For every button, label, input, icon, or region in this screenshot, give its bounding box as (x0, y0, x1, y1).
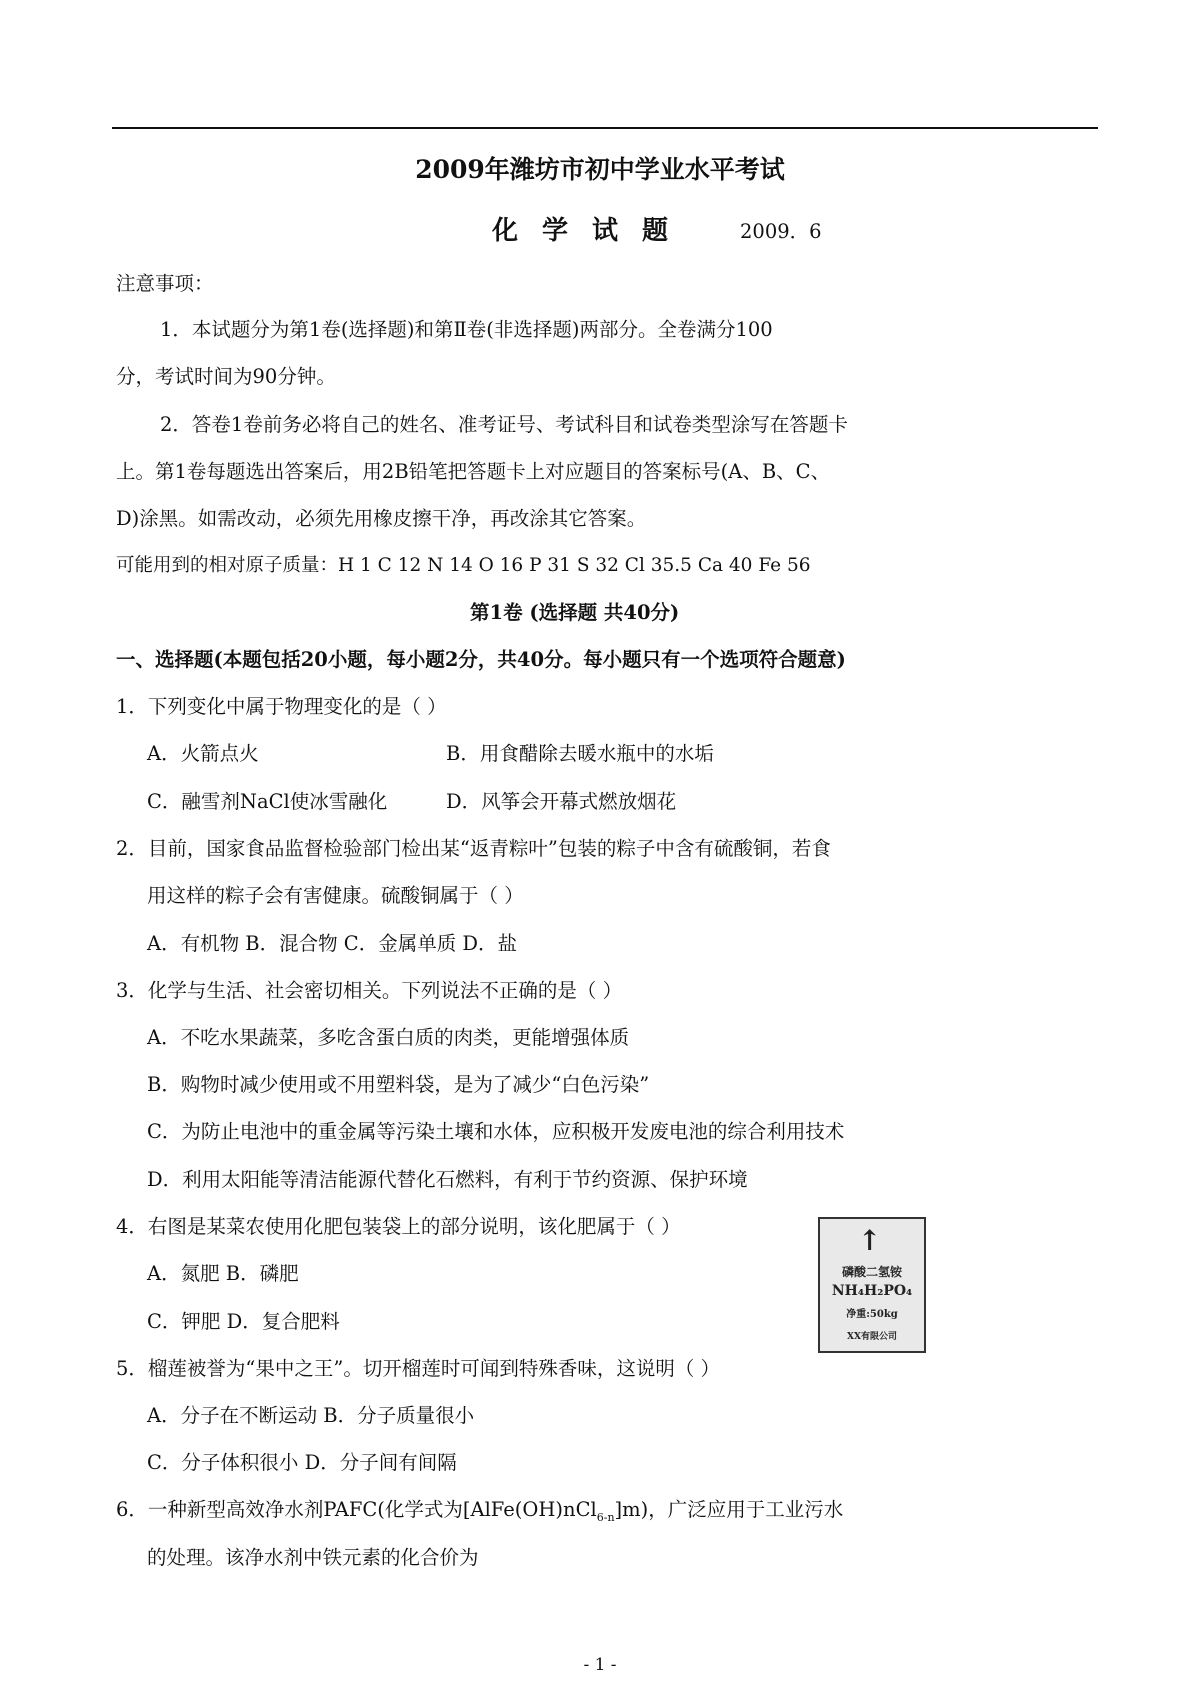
answer-options-row: A．氮肥 B．磷肥 (147, 1262, 299, 1285)
question-stem (116, 1498, 843, 1530)
section-intro: 一、选择题(本题包括20小题，每小题2分，共40分。每小题只有一个选项符合题意) (116, 648, 846, 671)
question-stem: 3．化学与生活、社会密切相关。下列说法不正确的是（ ） (116, 979, 623, 1002)
question-stem-continued: 用这样的粽子会有害健康。硫酸铜属于（ ） (147, 884, 524, 907)
answer-options-row: A．分子在不断运动 B．分子质量很小 (147, 1404, 475, 1427)
page-number: - 1 - (583, 1655, 617, 1675)
answer-options-row: C．分子体积很小 D．分子间有间隔 (147, 1451, 457, 1474)
up-arrow-icon: ↑ (858, 1224, 882, 1257)
atomic-masses-line: 可能用到的相对原子质量：H 1 C 12 N 14 O 16 P 31 S 32 Cl 35.5 Ca 40 Fe 56 (116, 555, 811, 576)
fertilizer-name: 磷酸二氢铵 (841, 1265, 902, 1279)
exam-date: 2009．6 (740, 220, 822, 243)
answer-options-row: A．有机物 B．混合物 C．金属单质 D．盐 (147, 932, 518, 955)
answer-option: A．不吃水果蔬菜，多吃含蛋白质的肉类，更能增强体质 (147, 1026, 630, 1049)
top-rule (112, 127, 1098, 129)
question-stem: 5．榴莲被誉为“果中之王”。切开榴莲时可闻到特殊香味，这说明（ ） (116, 1357, 721, 1380)
fertilizer-bag-label (818, 1217, 926, 1353)
question-stem: 4．右图是某菜农使用化肥包装袋上的部分说明，该化肥属于（ ） (116, 1215, 681, 1238)
answer-options-row: C．钾肥 D．复合肥料 (147, 1310, 340, 1333)
answer-option: A．火箭点火 (147, 742, 259, 765)
question-stem: 1．下列变化中属于物理变化的是（ ） (116, 695, 447, 718)
question-text: ]m)，广泛应用于工业污水 (614, 1498, 844, 1521)
notes-heading: 注意事项： (116, 272, 214, 295)
answer-option: C．为防止电池中的重金属等污染土壤和水体，应积极开发废电池的综合利用技术 (147, 1120, 845, 1143)
answer-option: D．利用太阳能等清洁能源代替化石燃料，有利于节约资源、保护环境 (147, 1168, 748, 1191)
notes-line: 分，考试时间为90分钟。 (116, 365, 336, 388)
question-stem: 2．目前，国家食品监督检验部门检出某“返青粽叶”包装的粽子中含有硫酸铜，若食 (116, 837, 831, 860)
exam-subtitle: 化学试题 (492, 216, 693, 246)
question-stem-continued: 的处理。该净水剂中铁元素的化合价为 (147, 1546, 479, 1569)
fertilizer-formula: NH₄H₂PO₄ (831, 1283, 913, 1299)
answer-option: C．融雪剂NaCl使冰雪融化 (147, 790, 388, 813)
fertilizer-weight: 净重:50kg (846, 1309, 898, 1320)
answer-option: B．购物时减少使用或不用塑料袋，是为了减少“白色污染” (147, 1073, 650, 1096)
formula-subscript: 6-n (596, 1510, 615, 1524)
notes-line: 1．本试题分为第1卷(选择题)和第Ⅱ卷(非选择题)两部分。全卷满分100 (160, 318, 773, 341)
fertilizer-company: XX有限公司 (847, 1332, 897, 1342)
section-heading: 第1卷 (选择题 共40分) (470, 601, 680, 624)
question-text: 6．一种新型高效净水剂PAFC(化学式为[AlFe(OH)nCl (116, 1498, 597, 1521)
answer-option: D．风筝会开幕式燃放烟花 (446, 790, 677, 813)
exam-title: 2009年潍坊市初中学业水平考试 (415, 155, 785, 184)
notes-line: 上。第1卷每题选出答案后，用2B铅笔把答题卡上对应题目的答案标号(A、B、C、 (116, 460, 831, 483)
answer-option: B．用食醋除去暖水瓶中的水垢 (446, 742, 714, 765)
notes-line: 2．答卷1卷前务必将自己的姓名、准考证号、考试科目和试卷类型涂写在答题卡 (160, 413, 848, 436)
notes-line: D)涂黑。如需改动，必须先用橡皮擦干净，再改涂其它答案。 (116, 507, 647, 530)
